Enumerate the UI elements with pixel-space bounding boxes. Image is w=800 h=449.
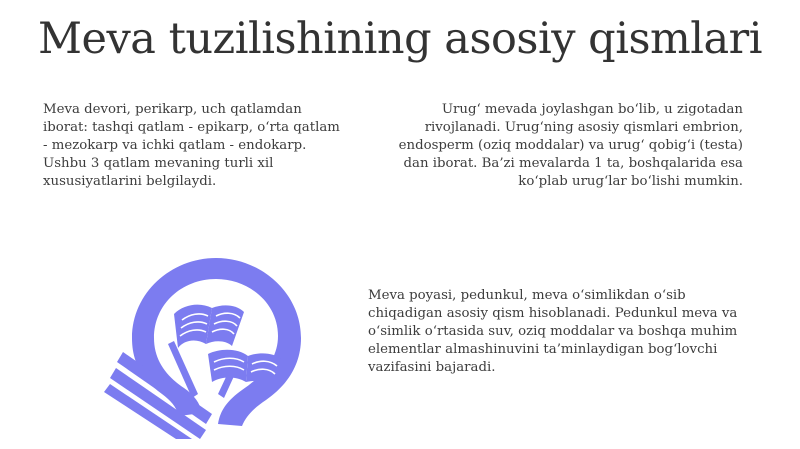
peduncle-paragraph: Meva poyasi, pedunkul, meva o‘simlikdan o‘sib chiqadigan asosiy qism hisoblanadi. Pedunkul meva va o‘simlik o‘rtasida suv, oziq moddalar va boshqa muhim elementlar almashinuvini ta’minlaydigan bog‘lovchi vazifasini bajaradi. bbox=[368, 288, 738, 375]
seed-paragraph: Urug‘ mevada joylashgan bo‘lib, u zigotadan rivojlanadi. Urug‘ning asosiy qismlari embrion, endosperm (oziq moddalar) va urug‘ qobig‘i (testa) dan iborat. Ba’zi mevalarda 1 ta, boshqalarida esa ko‘plab urug‘lar bo‘lishi mumkin. bbox=[398, 102, 743, 189]
lightbulb-with-book-icon bbox=[96, 248, 311, 440]
perikarp-paragraph: Meva devori, perikarp, uch qatlamdan iborat: tashqi qatlam - epikarp, o‘rta qatlam - mezokarp va ichki qatlam - endokarp. Ushbu 3 qatlam mevaning turli xil xususiyatlarini belgilaydi. bbox=[43, 102, 340, 189]
slide-title: Meva tuzilishining asosiy qismlari bbox=[38, 14, 762, 64]
